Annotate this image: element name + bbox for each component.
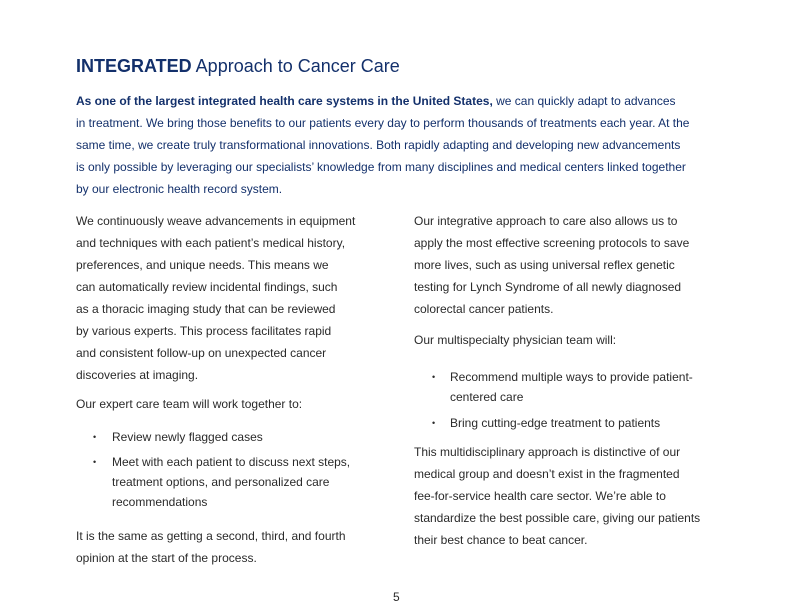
intro-line: same time, we create truly transformational innovations. Both rapidly adapting and developing new advancements	[76, 138, 681, 152]
left-bullet-line: Review newly flagged cases	[112, 430, 263, 444]
right-para2-line: standardize the best possible care, giving our patients	[414, 511, 701, 525]
right-para-line: testing for Lynch Syndrome of all newly diagnosed	[414, 280, 682, 294]
left-para-line: preferences, and unique needs. This means we	[76, 258, 329, 272]
left-para-line: as a thoracic imaging study that can be reviewed	[76, 302, 336, 316]
bullet-dot-icon: •	[432, 418, 436, 428]
left-para-line: We continuously weave advancements in equipment	[76, 214, 356, 228]
intro-line: in treatment. We bring those benefits to our patients every day to perform thousands of treatments each year. At the	[76, 116, 690, 130]
right-bullet-line: centered care	[450, 390, 524, 404]
intro-lead	[76, 94, 676, 108]
right-para2-line: fee-for-service health care sector. We’re able to	[414, 489, 666, 503]
intro-lead-bold: As one of the largest integrated health care systems in the United States,	[76, 94, 493, 108]
right-team-intro: Our multispecialty physician team will:	[414, 333, 617, 347]
left-bullet-line: recommendations	[112, 495, 208, 509]
page-number: 5	[393, 590, 400, 604]
left-bullet-line: Meet with each patient to discuss next steps,	[112, 455, 351, 469]
right-bullet-line: Recommend multiple ways to provide patient-	[450, 370, 693, 384]
intro-line: is only possible by leveraging our specialists’ knowledge from many disciplines and medical centers linked together	[76, 160, 686, 174]
right-para2-line: medical group and doesn’t exist in the fragmented	[414, 467, 680, 481]
bullet-dot-icon: •	[432, 372, 436, 382]
left-para-line: by various experts. This process facilitates rapid	[76, 324, 332, 338]
right-para-line: more lives, such as using universal reflex genetic	[414, 258, 675, 272]
left-closing-line: opinion at the start of the process.	[76, 551, 257, 565]
intro-lead-rest: we can quickly adapt to advances	[492, 94, 676, 108]
right-para2-line: their best chance to beat cancer.	[414, 533, 588, 547]
right-para-line: Our integrative approach to care also allows us to	[414, 214, 678, 228]
right-para-line: colorectal cancer patients.	[414, 302, 554, 316]
page-title	[76, 56, 400, 77]
title-rest: Approach to Cancer Care	[191, 56, 400, 76]
left-para-line: discoveries at imaging.	[76, 368, 199, 382]
right-para2-line: This multidisciplinary approach is distinctive of our	[414, 445, 681, 459]
intro-line: by our electronic health record system.	[76, 182, 283, 196]
left-bullet-line: treatment options, and personalized care	[112, 475, 330, 489]
left-closing-line: It is the same as getting a second, third, and fourth	[76, 529, 346, 543]
right-bullet-line: Bring cutting-edge treatment to patients	[450, 416, 661, 430]
bullet-dot-icon: •	[93, 457, 97, 467]
left-para-line: and techniques with each patient’s medical history,	[76, 236, 346, 250]
left-para-line: can automatically review incidental findings, such	[76, 280, 338, 294]
right-para-line: apply the most effective screening protocols to save	[414, 236, 690, 250]
bullet-dot-icon: •	[93, 432, 97, 442]
title-bold: INTEGRATED	[76, 56, 192, 76]
left-team-intro: Our expert care team will work together to:	[76, 397, 303, 411]
left-para-line: and consistent follow-up on unexpected cancer	[76, 346, 327, 360]
